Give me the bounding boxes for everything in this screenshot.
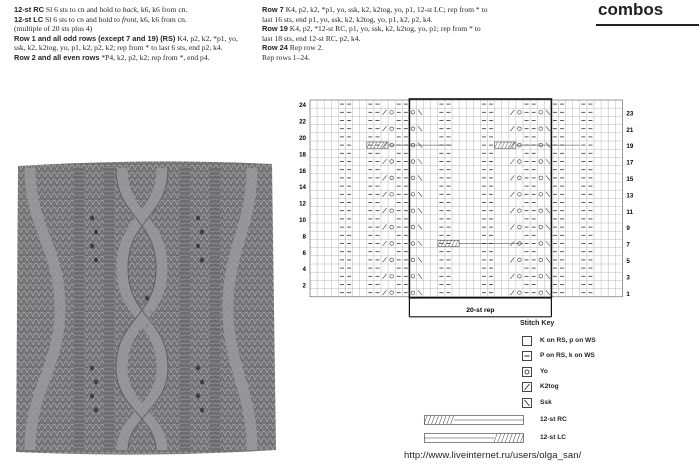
ssk-icon	[522, 398, 532, 408]
stitch-key-label: 12-st LC	[540, 434, 567, 441]
cable-lc-icon	[424, 433, 524, 443]
stitch-key-item-rc	[520, 415, 698, 427]
row-number-right: 17	[626, 159, 634, 167]
row-number-left: 24	[299, 102, 306, 110]
stitch-multiple: (multiple of 20 sts plus 4)	[14, 24, 93, 34]
k2tog-icon	[522, 382, 532, 392]
stitch-key-label: 12-st RC	[540, 416, 567, 423]
header-rule	[596, 24, 699, 26]
page-number: 145	[124, 452, 146, 467]
row-number-left: 4	[302, 266, 306, 274]
row-number-right: 3	[626, 274, 630, 282]
stitch-key-label: P on RS, k on WS	[540, 352, 595, 359]
knit-square-icon	[522, 336, 532, 346]
stitch-key-label: Yo	[540, 368, 548, 375]
row-number-left: 8	[302, 233, 306, 241]
row-7-instruction: Row 7 K4, p2, k2, *p1, yo, ssk, k2, k2tog, yo, p1, 12-st LC; rep from * to last 16 sts, end p1, yo, ssk, k2, k2tog, yo, p1, k2, p2, k4.	[262, 5, 488, 24]
row-number-left: 12	[299, 200, 306, 208]
row-number-left: 20	[299, 135, 306, 142]
row-number-right: 5	[626, 258, 630, 265]
stitch-key	[520, 320, 698, 460]
lc-definition: 12-st LC Sl 6 sts to cn and hold to front, k6, k6 from cn.	[14, 14, 187, 24]
watermark-url: http://www.liveinternet.ru/users/olga_san/	[404, 450, 582, 461]
cable-rc-icon	[424, 415, 524, 425]
row-number-left: 2	[302, 282, 306, 290]
row-number-left: 18	[299, 151, 306, 159]
stitch-key-item-lc	[520, 433, 698, 445]
row-number-right: 21	[626, 126, 634, 134]
row-number-left: 14	[299, 184, 306, 192]
row-2-instruction: Row 2 and all even rows *P4, k2, p2, k2; rep from *, end p4.	[14, 52, 210, 62]
row-number-right: 11	[626, 208, 633, 216]
stitch-key-item-k2tog	[520, 382, 698, 394]
rc-definition: 12-st RC Sl 6 sts to cn and hold to back, k6, k6 from cn.	[14, 5, 188, 14]
page-title: combos	[598, 0, 664, 19]
row-1-instruction: Row 1 and all odd rows (except 7 and 19) (RS) K4, p2, k2, *p1, yo, ssk, k2, k2tog, yo, p1, k2, p2, k2; rep from * to last 6 sts, end p2, k4.	[14, 33, 238, 53]
stitch-key-label: K on RS, p on WS	[540, 337, 596, 344]
stitch-key-item-ssk	[520, 398, 698, 410]
row-number-right: 7	[626, 241, 630, 249]
repeat-label: 20-st rep	[466, 306, 495, 314]
stitch-key-item-circle	[520, 367, 698, 379]
row-number-right: 1	[626, 290, 630, 298]
row-number-right: 19	[626, 143, 634, 151]
row-number-right: 13	[626, 192, 634, 200]
stitch-key-item-dash	[520, 351, 698, 363]
row-number-left: 16	[299, 167, 306, 175]
row-24-instruction: Row 24 Rep row 2.	[262, 43, 324, 53]
row-19-instruction: Row 19 K4, p2, *12-st RC, p1, yo, ssk, k2, k2tog, yo, p1; rep from * to last 18 sts, end 12-st RC, p2, k4.	[262, 24, 481, 43]
row-number-right: 9	[626, 225, 630, 233]
yarn-over-icon	[522, 367, 532, 377]
stitch-key-title: Stitch Key	[520, 320, 555, 327]
stitch-key-label: Ssk	[540, 399, 552, 406]
repeat-instruction: Rep rows 1–24.	[262, 52, 310, 62]
instructions-left	[14, 5, 250, 63]
knitting-chart	[292, 94, 632, 319]
purl-dash-icon	[522, 351, 532, 361]
row-number-left: 22	[299, 118, 306, 126]
row-number-right: 15	[626, 176, 634, 183]
row-number-left: 6	[302, 249, 306, 257]
knit-swatch-photo	[12, 158, 280, 458]
stitch-key-item-blank	[520, 336, 698, 348]
stitch-key-label: K2tog	[540, 383, 559, 390]
row-number-right: 23	[626, 110, 634, 118]
instructions-right	[262, 5, 492, 63]
row-number-left: 10	[299, 217, 306, 224]
